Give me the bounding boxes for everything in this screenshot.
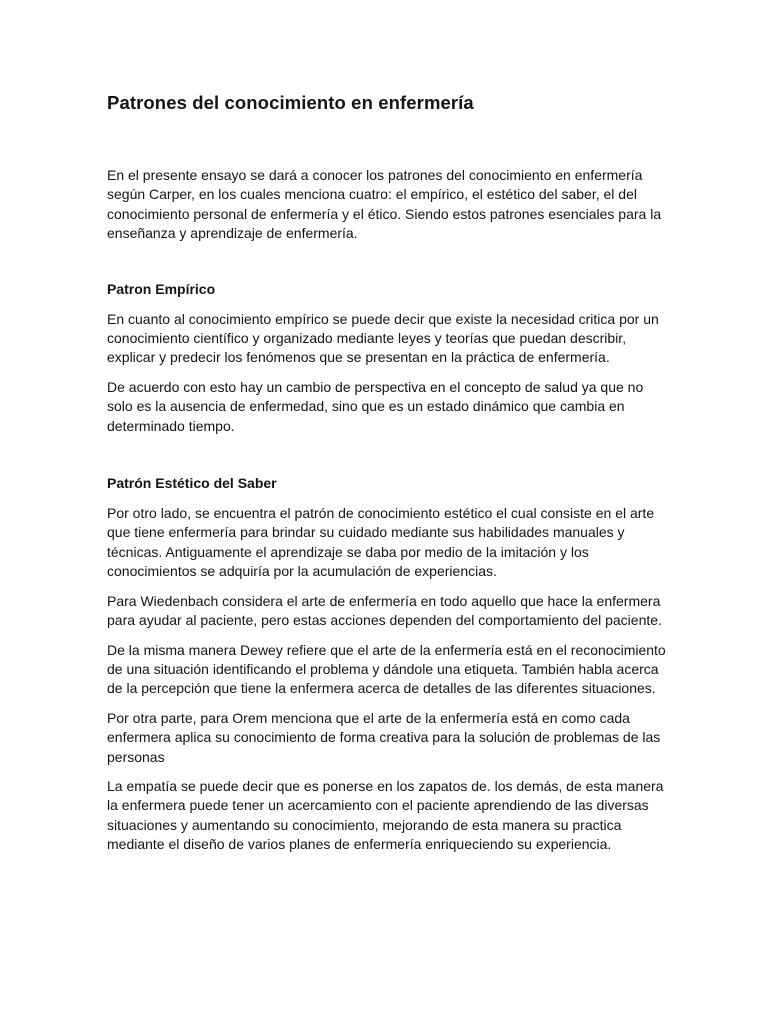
- body-paragraph: La empatía se puede decir que es ponerse en los zapatos de. los demás, de esta manera la enfermera puede tener un acercamiento con el paciente aprendiendo de las diversas situaciones y aumentando su conocimiento, mejorando de esta manera su practica mediante el diseño de varios planes de enfermería enriqueciendo su experiencia.: [107, 777, 664, 853]
- body-paragraph: En cuanto al conocimiento empírico se puede decir que existe la necesidad critica por un conocimiento científico y organizado mediante leyes y teorías que puedan describir, explicar y predecir los fenómenos que se presentan en la práctica de enfermería.: [107, 310, 659, 366]
- section-heading: Patrón Estético del Saber: [107, 475, 277, 492]
- section-empirico: [107, 280, 667, 436]
- body-paragraph: De la misma manera Dewey refiere que el arte de la enfermería está en el reconocimiento de una situación identificando el problema y dándole una etiqueta. También habla acerca de la percepción que tiene la enfermera acerca de detalles de las diferentes situaciones.: [107, 641, 666, 697]
- section-heading: Patron Empírico: [107, 280, 216, 297]
- body-paragraph: Por otro lado, se encuentra el patrón de conocimiento estético el cual consiste en el arte que tiene enfermería para brindar su cuidado mediante sus habilidades manuales y técnicas. Antiguamente el aprendizaje se daba por medio de la imitación y los conocimientos se adquiría por la acumulación de experiencias.: [107, 505, 655, 580]
- body-paragraph: De acuerdo con esto hay un cambio de perspectiva en el concepto de salud ya que no solo es la ausencia de enfermedad, sino que es un estado dinámico que cambia en determinado tiempo.: [107, 378, 644, 434]
- section-estetico: [107, 474, 667, 855]
- document-page: [107, 92, 667, 865]
- intro-paragraph: En el presente ensayo se dará a conocer los patrones del conocimiento en enfermería según Carper, en los cuales menciona cuatro: el empírico, el estético del saber, el del conocimiento personal de enfermería y el ético. Siendo estos patrones esenciales para la enseñanza y aprendizaje de enfermería.: [107, 167, 662, 242]
- body-paragraph: Por otra parte, para Orem menciona que el arte de la enfermería está en como cada enfermera aplica su conocimiento de forma creativa para la solución de problemas de las personas: [107, 709, 661, 765]
- body-paragraph: Para Wiedenbach considera el arte de enfermería en todo aquello que hace la enfermera para ayudar al paciente, pero estas acciones dependen del comportamiento del paciente.: [107, 592, 662, 629]
- document-title: Patrones del conocimiento en enfermería: [107, 92, 474, 113]
